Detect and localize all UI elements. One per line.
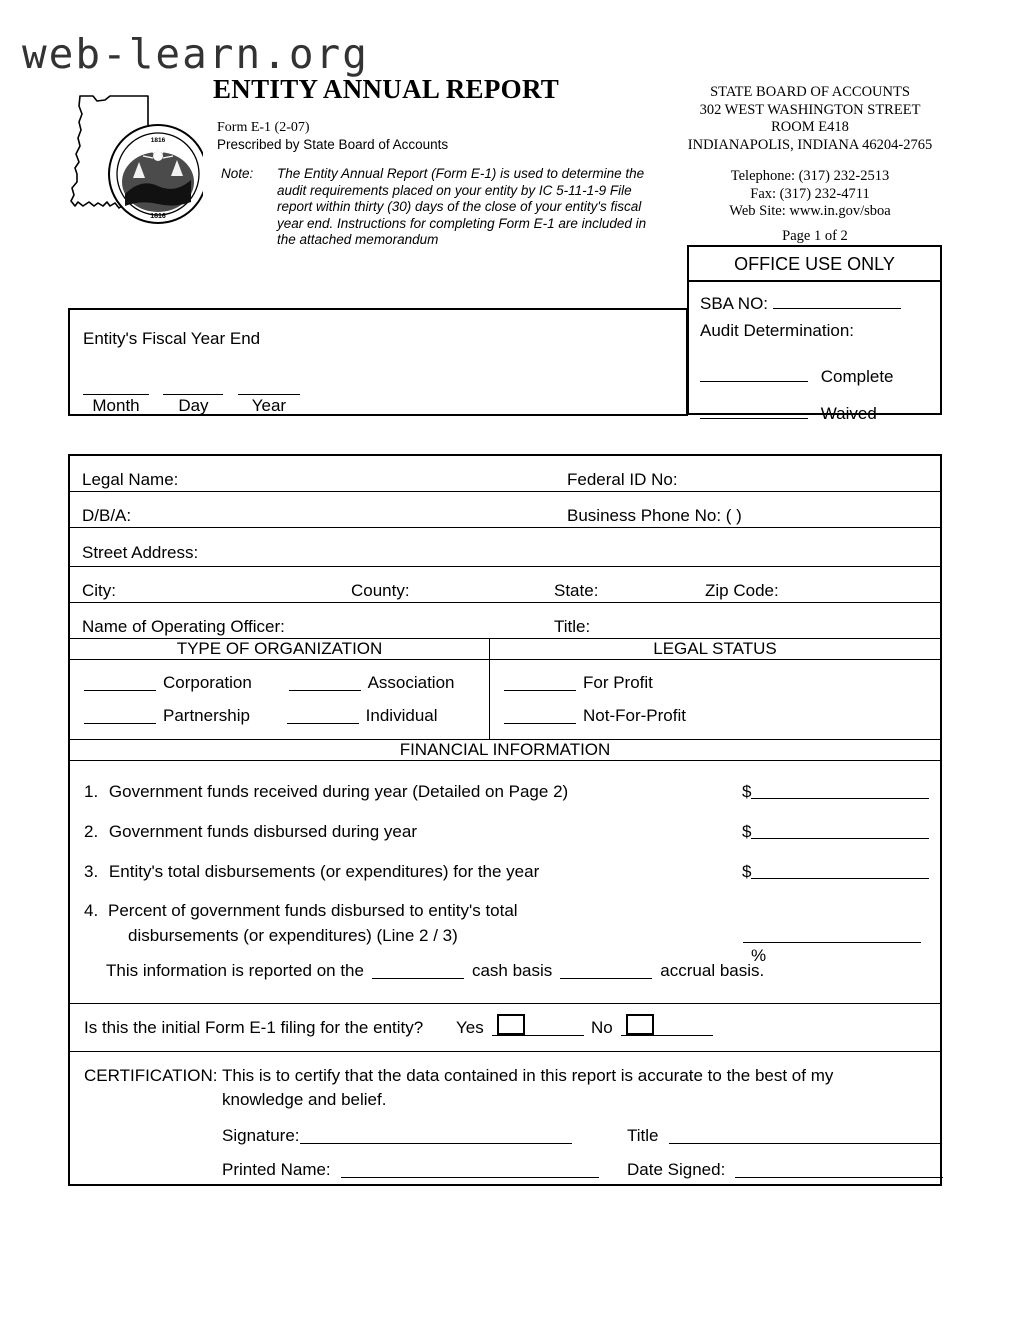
association-input-line[interactable] [289, 690, 361, 691]
type-of-organization-header: TYPE OF ORGANIZATION [69, 639, 490, 660]
not-for-profit-label: Not-For-Profit [583, 706, 686, 725]
financial-item-3-text [84, 862, 539, 882]
officer-title-label: Title: [554, 617, 591, 636]
yes-checkbox[interactable] [497, 1014, 525, 1035]
note-body: The Entity Annual Report (Form E-1) is used to determine the audit requirements placed on your entity by IC 5-11-1-9 File report within thirty (30) days of the close of your entity's fiscal year end. Instructions for completing Form E-1 are included in the attached memorandum [277, 166, 647, 248]
financial-item-1-input-line[interactable] [751, 798, 929, 799]
fiscal-year-inputs [83, 380, 310, 416]
agency-name: STATE BOARD OF ACCOUNTS [710, 84, 910, 100]
legal-name-label: Legal Name: [82, 470, 179, 489]
legal-status-header: LEGAL STATUS [490, 639, 942, 660]
financial-item-1-number: 1. [84, 782, 99, 801]
financial-item-1-label: Government funds received during year (Detailed on Page 2) [108, 782, 569, 801]
cash-basis-label: cash basis [471, 961, 553, 980]
complete-input-line[interactable] [700, 365, 808, 382]
table-row-financial-items [69, 761, 941, 1004]
table-row-initial-filing [69, 1004, 941, 1052]
org-type-partnership[interactable] [84, 706, 250, 726]
financial-item-3-input-line[interactable] [751, 878, 929, 879]
table-row-city-county-state-zip [69, 567, 941, 603]
org-type-row-2 [70, 706, 489, 739]
initial-filing-cell[interactable] [69, 1004, 941, 1052]
partnership-label: Partnership [163, 706, 250, 725]
prescribed-by: Prescribed by State Board of Accounts [217, 137, 449, 152]
waived-label: Waived [820, 404, 877, 423]
fiscal-month-input-line[interactable] [83, 380, 149, 395]
financial-item-2-currency: $ [742, 822, 752, 841]
legal-name-cell[interactable] [69, 455, 941, 492]
financial-item-4-line1: Percent of government funds disbursed to entity's total [108, 901, 518, 920]
legal-status-not-for-profit[interactable] [504, 706, 686, 726]
certification-title-label: Title [627, 1126, 659, 1145]
state-label: State: [554, 581, 599, 600]
printed-name-field[interactable] [222, 1160, 599, 1180]
association-label: Association [367, 673, 455, 692]
financial-item-1-text [84, 782, 568, 802]
fiscal-year-label: Year [251, 396, 287, 415]
federal-id-label: Federal ID No: [567, 470, 678, 489]
page-number: Page 1 of 2 [782, 228, 848, 244]
audit-waived-field[interactable] [700, 402, 877, 424]
table-row-org-options [69, 660, 941, 740]
table-row-dba [69, 492, 941, 528]
financial-information-header: FINANCIAL INFORMATION [69, 740, 941, 761]
fiscal-day-input-line[interactable] [163, 380, 223, 395]
legal-status-cell[interactable] [490, 660, 942, 740]
financial-item-3-amount[interactable] [742, 862, 929, 882]
agency-room: ROOM E418 [771, 119, 849, 135]
signature-label: Signature: [222, 1126, 300, 1145]
dba-cell[interactable] [69, 492, 941, 528]
complete-label: Complete [820, 367, 894, 386]
watermark-text: web-learn.org [22, 30, 369, 78]
initial-filing-question: Is this the initial Form E-1 filing for the entity? [84, 1018, 424, 1037]
entity-information-table [68, 454, 942, 1186]
operating-officer-label: Name of Operating Officer: [82, 617, 285, 636]
initial-filing-no[interactable] [591, 1018, 713, 1038]
initial-filing-yes[interactable] [456, 1018, 584, 1038]
yes-input-line[interactable] [492, 1035, 584, 1036]
title-field[interactable] [627, 1126, 941, 1146]
accrual-basis-label: accrual basis. [660, 961, 765, 980]
not-for-profit-input-line[interactable] [504, 723, 576, 724]
note-label: Note: [221, 166, 254, 181]
financial-item-4-line2: disbursements (or expenditures) (Line 2 / 3) [128, 926, 458, 945]
waived-input-line[interactable] [700, 402, 808, 419]
no-label: No [591, 1018, 613, 1037]
financial-item-2-input-line[interactable] [751, 838, 929, 839]
legal-status-row-1 [490, 660, 940, 706]
financial-item-4-symbol: % [751, 946, 767, 965]
office-use-title: OFFICE USE ONLY [689, 247, 940, 282]
financial-item-1-amount[interactable] [742, 782, 929, 802]
org-type-row-1 [70, 660, 489, 706]
fiscal-year-end-box [68, 308, 688, 416]
audit-determination-label: Audit Determination: [700, 321, 855, 340]
printed-name-input-line[interactable] [341, 1177, 599, 1178]
certification-label: CERTIFICATION: [84, 1066, 218, 1085]
date-signed-field[interactable] [627, 1160, 943, 1180]
svg-text:1816: 1816 [150, 137, 166, 144]
financial-item-2[interactable] [70, 813, 940, 853]
org-type-individual[interactable] [287, 706, 438, 726]
financial-item-1[interactable] [70, 773, 940, 813]
fiscal-day-field[interactable] [163, 380, 223, 416]
city-label: City: [82, 581, 116, 600]
street-address-cell[interactable] [69, 528, 941, 567]
legal-status-row-2 [490, 706, 940, 739]
city-county-state-zip-cell[interactable] [69, 567, 941, 603]
financial-item-3-currency: $ [742, 862, 752, 881]
accrual-basis-input-line[interactable] [560, 978, 652, 979]
accounting-basis-row[interactable] [70, 955, 940, 989]
no-input-line[interactable] [621, 1035, 713, 1036]
fiscal-year-end-title: Entity's Fiscal Year End [83, 329, 261, 348]
no-checkbox[interactable] [626, 1014, 654, 1035]
table-row-street-address [69, 528, 941, 567]
date-signed-label: Date Signed: [627, 1160, 726, 1179]
financial-item-4-input-line[interactable] [743, 942, 921, 943]
org-type-association[interactable] [289, 673, 455, 693]
county-label: County: [351, 581, 410, 600]
financial-item-2-number: 2. [84, 822, 99, 841]
yes-label: Yes [456, 1018, 484, 1037]
printed-name-label: Printed Name: [222, 1160, 331, 1179]
agency-city-state-zip: INDIANAPOLIS, INDIANA 46204-2765 [687, 136, 933, 153]
form-number: Form E-1 (2-07) [217, 120, 310, 135]
office-use-only-box [687, 245, 942, 423]
dba-label: D/B/A: [82, 506, 132, 525]
sba-no-input-line[interactable] [773, 292, 901, 309]
signature-input-line[interactable] [300, 1143, 572, 1144]
agency-telephone: Telephone: (317) 232-2513 [730, 168, 890, 184]
cash-basis-input-line[interactable] [372, 978, 464, 979]
partnership-input-line[interactable] [84, 723, 156, 724]
financial-item-1-currency: $ [742, 782, 752, 801]
svg-text:1816: 1816 [150, 213, 166, 220]
agency-fax: Fax: (317) 232-4711 [750, 185, 870, 202]
business-phone-label: Business Phone No: ( ) [567, 506, 742, 525]
agency-website: Web Site: www.in.gov/sboa [729, 203, 891, 219]
fiscal-day-label: Day [178, 396, 209, 415]
table-row-financial-header [69, 740, 941, 761]
financial-item-4-number: 4. [84, 901, 99, 920]
table-row-operating-officer [69, 603, 941, 639]
table-row-org-headers [69, 639, 941, 660]
agency-street: 302 WEST WASHINGTON STREET [699, 101, 921, 118]
individual-input-line[interactable] [287, 723, 359, 724]
certification-body-line1: This is to certify that the data contained in this report is accurate to the best of my [222, 1066, 834, 1085]
operating-officer-cell[interactable] [69, 603, 941, 639]
financial-item-2-amount[interactable] [742, 822, 929, 842]
legal-status-for-profit[interactable] [504, 673, 653, 693]
financial-item-2-label: Government funds disbursed during year [108, 822, 417, 841]
organization-types-cell[interactable] [69, 660, 490, 740]
fiscal-year-input-line[interactable] [238, 380, 300, 395]
title-input-line[interactable] [669, 1143, 941, 1144]
table-row-legal-name [69, 455, 941, 492]
sba-no-label: SBA NO: [700, 294, 769, 313]
financial-items-cell [69, 761, 941, 1004]
for-profit-label: For Profit [583, 673, 653, 692]
accounting-basis-text [106, 961, 764, 981]
date-signed-input-line[interactable] [735, 1177, 943, 1178]
financial-item-3-number: 3. [84, 862, 99, 881]
financial-item-3[interactable] [70, 853, 940, 893]
for-profit-input-line[interactable] [504, 690, 576, 691]
street-address-label: Street Address: [82, 543, 199, 562]
indiana-state-seal-icon [63, 82, 203, 237]
page-title: ENTITY ANNUAL REPORT [213, 74, 560, 104]
zip-code-label: Zip Code: [705, 581, 779, 600]
signature-field[interactable] [222, 1126, 572, 1146]
audit-complete-field[interactable] [700, 365, 894, 387]
fiscal-month-label: Month [92, 396, 140, 415]
financial-item-4[interactable] [70, 893, 940, 965]
individual-label: Individual [365, 706, 438, 725]
certification-body-line2: knowledge and belief. [222, 1090, 387, 1109]
accounting-basis-prefix: This information is reported on the [106, 961, 364, 980]
agency-address-block [660, 84, 960, 221]
financial-item-2-text [84, 822, 417, 842]
sba-no-field[interactable] [700, 292, 901, 314]
financial-item-3-label: Entity's total disbursements (or expenditures) for the year [108, 862, 540, 881]
fiscal-month-field[interactable] [83, 380, 149, 416]
table-row-certification [69, 1052, 941, 1186]
fiscal-year-field[interactable] [238, 380, 300, 416]
corporation-input-line[interactable] [84, 690, 156, 691]
corporation-label: Corporation [163, 673, 252, 692]
certification-cell[interactable] [69, 1052, 941, 1186]
org-type-corporation[interactable] [84, 673, 252, 693]
